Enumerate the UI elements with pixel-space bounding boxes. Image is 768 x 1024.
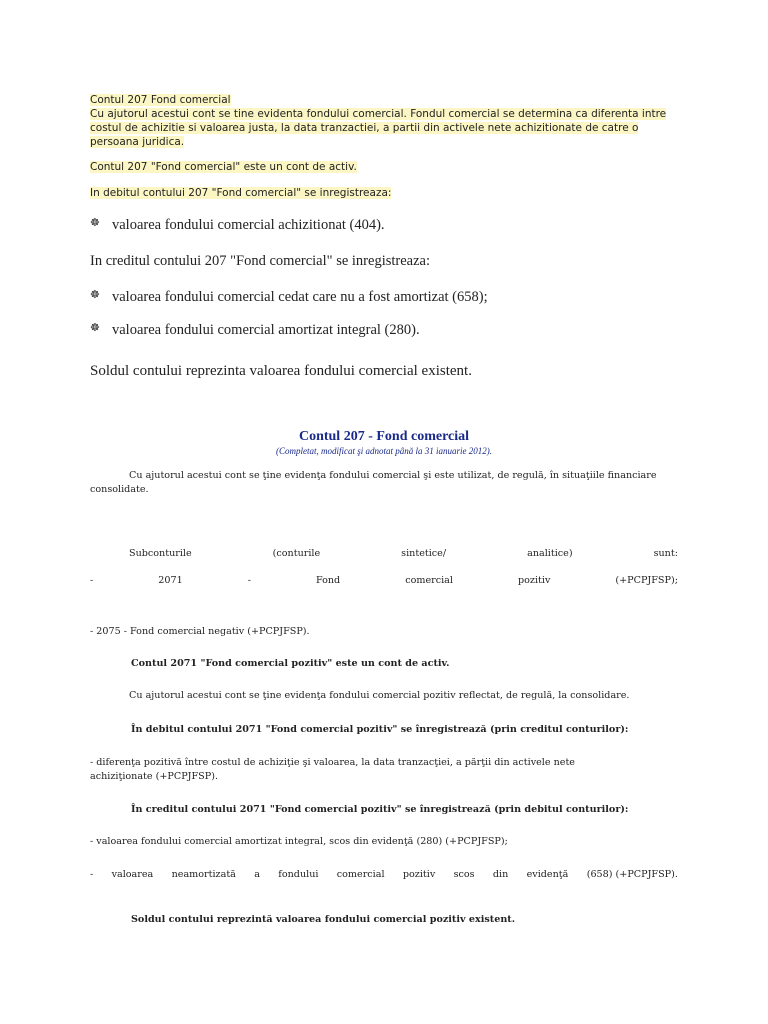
subconturi-row: Subconturile (conturile sintetice/ analitice) sunt: xyxy=(129,548,678,559)
debit-heading-2071: În debitul contului 2071 "Fond comercial pozitiv" se înregistrează (prin creditul conturilor): xyxy=(131,724,629,735)
activ-2071: Contul 2071 "Fond comercial pozitiv" este un cont de activ. xyxy=(131,658,450,669)
bottom-title: Contul 207 - Fond comercial xyxy=(298,429,470,444)
row-2071: - 2071 - Fond comercial pozitiv (+PCPJFSP); xyxy=(90,575,678,586)
credit-heading-2071: În creditul contului 2071 "Fond comercial pozitiv" se înregistrează (prin debitul conturilor): xyxy=(131,804,629,815)
debit-line1-2071: - diferenţa pozitivă între costul de achiziţie şi valoarea, la data tranzacţiei, a părţii din activele nete xyxy=(90,757,575,768)
wheel-bullet-icon: ☸ xyxy=(90,289,100,301)
debit-item: ☸ valoarea fondului comercial achizitionat (404). xyxy=(90,217,385,233)
bottom-intro-line1: Cu ajutorul acestui cont se ţine evidenţa fondului comercial şi este utilizat, de regulă, în situaţiile financiare xyxy=(129,470,657,481)
top-sold: Soldul contului reprezinta valoarea fondului comercial existent. xyxy=(90,363,472,379)
top-intro: Cu ajutorul acestui cont se tine evidenta fondului comercial. Fondul comercial se determina ca diferenta intre costul de achizitie si valoarea justa, la data tranzactiei, a partii din activele nete achizitionate de catre o persoana juridica. xyxy=(90,108,667,148)
credit-line1-2071: - valoarea fondului comercial amortizat integral, scos din evidenţă (280) (+PCPJFSP); xyxy=(90,836,508,847)
top-activ-line: Contul 207 "Fond comercial" este un cont de activ. xyxy=(90,161,357,173)
top-heading: Contul 207 Fond comercial xyxy=(90,94,231,106)
credit-item: ☸ valoarea fondului comercial cedat care nu a fost amortizat (658); xyxy=(90,289,488,305)
wheel-bullet-icon: ☸ xyxy=(90,217,100,229)
intro-2071: Cu ajutorul acestui cont se ţine evidenţa fondului comercial pozitiv reflectat, de regulă, la consolidare. xyxy=(129,690,630,701)
credit-row2-2071: - valoarea neamortizată a fondului comercial pozitiv scos din evidenţă (658) (+PCPJFSP). xyxy=(90,869,678,880)
wheel-bullet-icon: ☸ xyxy=(90,322,100,334)
top-credit-intro: In creditul contului 207 "Fond comercial" se inregistreaza: xyxy=(90,253,430,269)
bottom-subtitle: (Completat, modificat şi adnotat până la 31 ianuarie 2012). xyxy=(276,446,492,456)
top-debit-intro: In debitul contului 207 "Fond comercial" se inregistreaza: xyxy=(90,187,392,199)
row-2075: - 2075 - Fond comercial negativ (+PCPJFSP). xyxy=(90,626,310,637)
bottom-intro-line2: consolidate. xyxy=(90,484,149,495)
debit-line2-2071: achiziţionate (+PCPJFSP). xyxy=(90,771,218,782)
credit-item: ☸ valoarea fondului comercial amortizat integral (280). xyxy=(90,322,420,338)
top-section xyxy=(90,93,690,149)
sold-2071: Soldul contului reprezintă valoarea fondului comercial pozitiv existent. xyxy=(131,914,516,925)
